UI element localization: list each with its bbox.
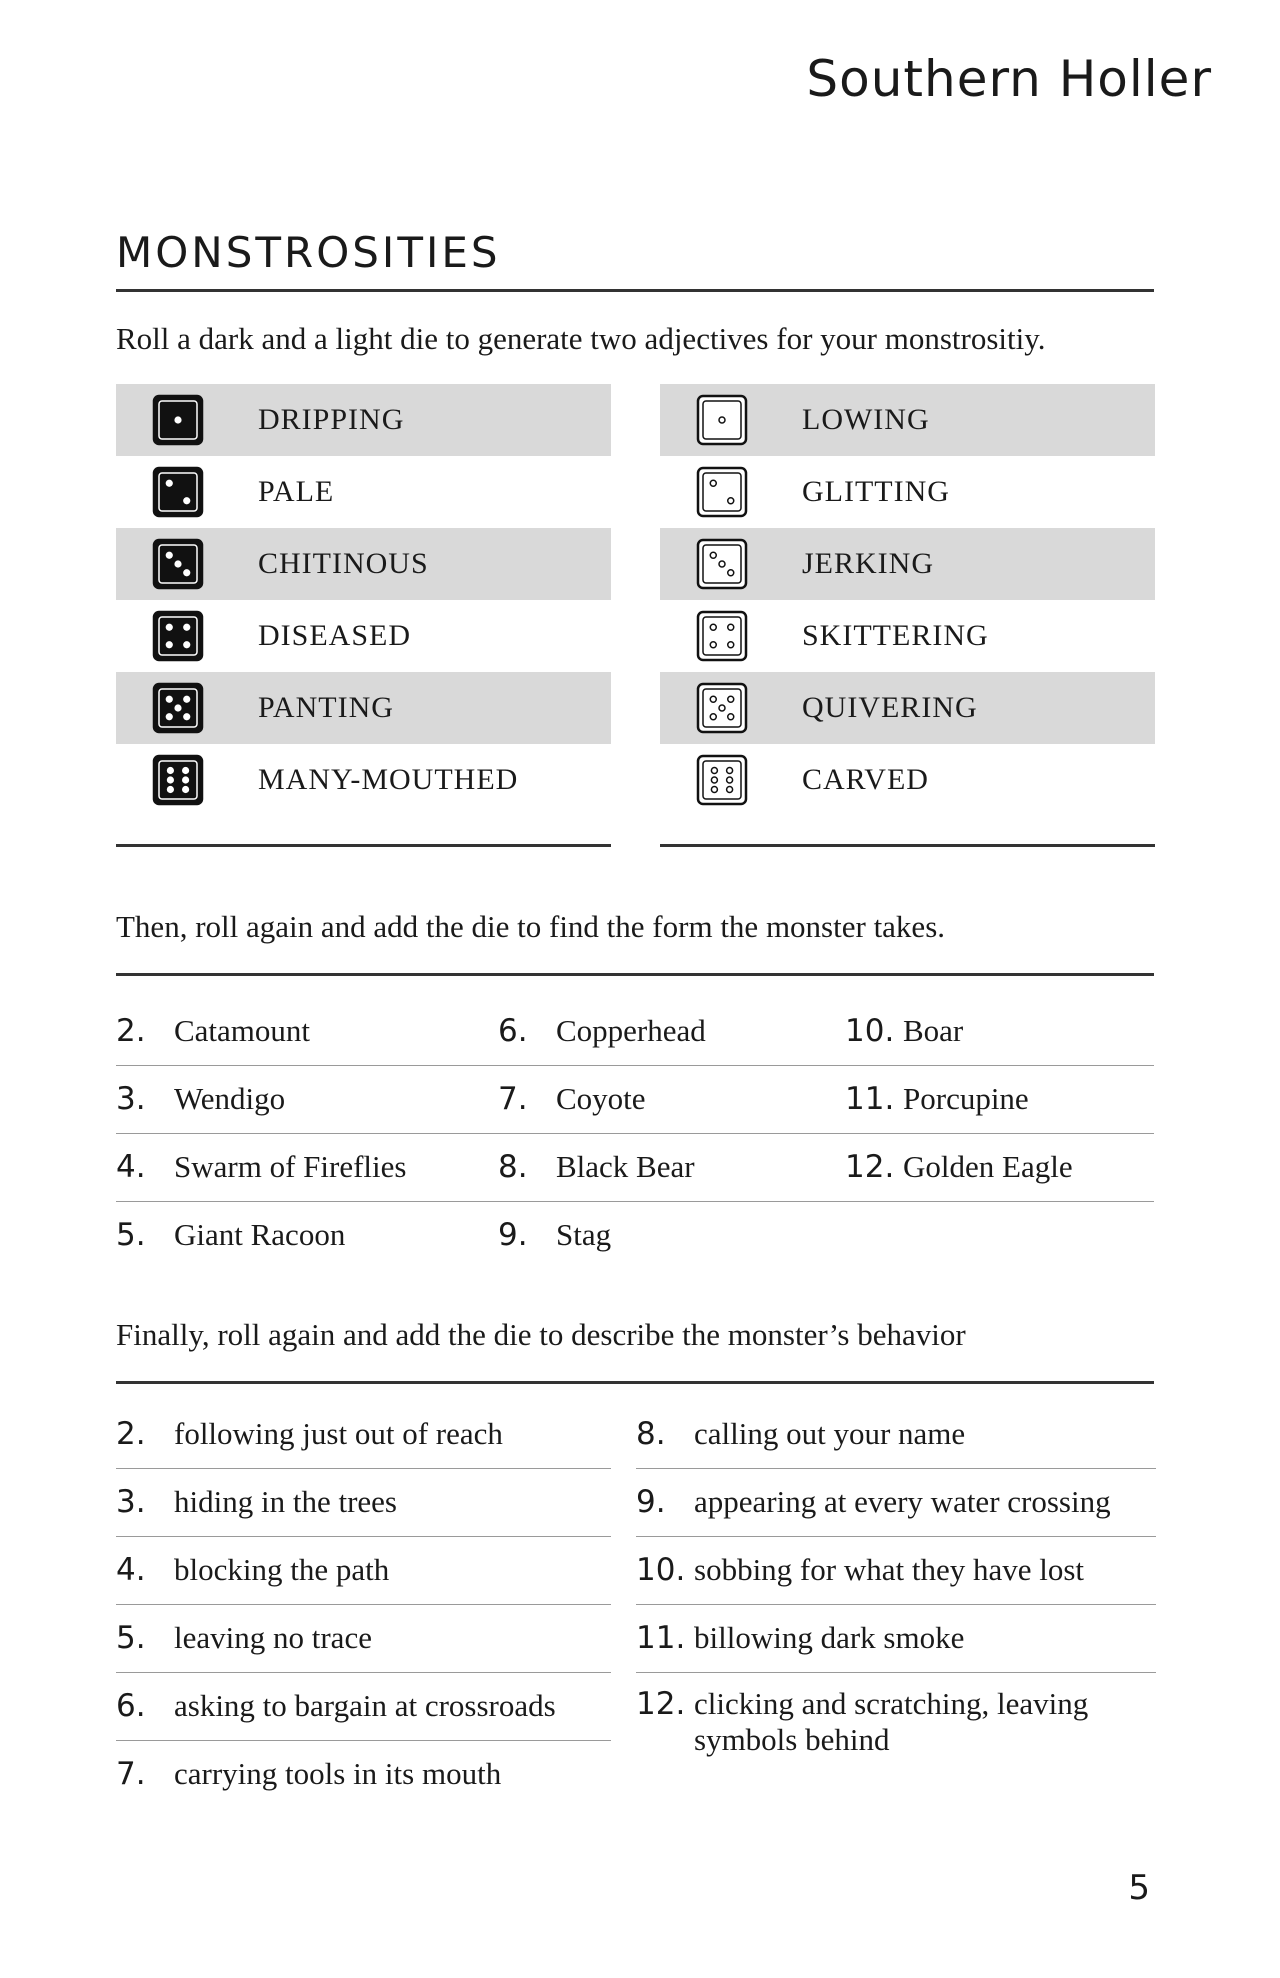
form-name: Swarm of Fireflies (174, 1149, 407, 1184)
light-die-label: LOWING (802, 403, 930, 436)
form-item (845, 1065, 1154, 1134)
behavior-item (636, 1604, 1156, 1673)
form-item (498, 1201, 845, 1269)
behavior-text: asking to bargain at crossroads (174, 1688, 556, 1723)
behavior-item (636, 1468, 1156, 1537)
light-die-label: SKITTERING (802, 619, 989, 652)
behavior-number: 10. (636, 1552, 686, 1588)
behavior-text: billowing dark smoke (694, 1620, 965, 1655)
form-name: Stag (556, 1217, 612, 1252)
behavior-text: hiding in the trees (174, 1484, 397, 1519)
dark-die-table-rule (116, 844, 611, 847)
dark-die-label: CHITINOUS (258, 547, 429, 580)
behavior-text: appearing at every water crossing (694, 1484, 1111, 1519)
light-die-row (660, 744, 1155, 816)
light-die-table-rule (660, 844, 1155, 847)
form-item (116, 1065, 498, 1134)
dark-die-face-5-icon (152, 682, 204, 734)
dark-die-row (116, 528, 611, 600)
dark-die-row (116, 456, 611, 528)
form-item (845, 1133, 1154, 1202)
dark-die-table (116, 384, 611, 816)
behavior-item (636, 1400, 1156, 1469)
behavior-number: 4. (116, 1552, 146, 1588)
book-title: Southern Holler (806, 50, 1212, 108)
form-number: 4. (116, 1149, 146, 1185)
page-number: 5 (1128, 1868, 1150, 1908)
light-die-label: GLITTING (802, 475, 950, 508)
behavior-number: 11. (636, 1620, 686, 1656)
dark-die-face-2-icon (152, 466, 204, 518)
behavior-number: 6. (116, 1688, 146, 1724)
behavior-number: 12. (636, 1686, 686, 1722)
behavior-text: carrying tools in its mouth (174, 1756, 502, 1791)
form-number: 2. (116, 1013, 146, 1049)
form-rule (116, 973, 1154, 976)
form-item (845, 997, 1154, 1066)
form-name: Wendigo (174, 1081, 286, 1116)
light-die-face-4-icon (696, 610, 748, 662)
dark-die-row (116, 384, 611, 456)
form-number: 8. (498, 1149, 528, 1185)
light-die-face-1-icon (696, 394, 748, 446)
behavior-number: 5. (116, 1620, 146, 1656)
dark-die-label: MANY-MOUTHED (258, 763, 519, 796)
behavior-text: leaving no trace (174, 1620, 372, 1655)
light-die-face-2-icon (696, 466, 748, 518)
form-number: 9. (498, 1217, 528, 1253)
dark-die-face-1-icon (152, 394, 204, 446)
light-die-label: JERKING (802, 547, 934, 580)
form-name: Giant Racoon (174, 1217, 346, 1252)
behavior-item (116, 1672, 611, 1741)
light-die-label: CARVED (802, 763, 929, 796)
form-item (498, 1065, 845, 1134)
form-name: Black Bear (556, 1149, 695, 1184)
form-item (498, 997, 845, 1066)
form-number: 12. (845, 1149, 895, 1185)
light-die-table (660, 384, 1155, 816)
form-name: Porcupine (903, 1081, 1029, 1116)
form-text: Then, roll again and add the die to find the form the monster takes. (116, 909, 946, 944)
dark-die-row (116, 600, 611, 672)
dark-die-label: DISEASED (258, 619, 412, 652)
behavior-item (636, 1672, 1156, 1772)
behavior-text: clicking and scratching, leaving symbols behind (694, 1686, 1089, 1757)
light-die-row (660, 384, 1155, 456)
dark-die-face-3-icon (152, 538, 204, 590)
dark-die-face-4-icon (152, 610, 204, 662)
light-die-face-6-icon (696, 754, 748, 806)
form-item (116, 1201, 498, 1269)
behavior-text: sobbing for what they have lost (694, 1552, 1085, 1587)
light-die-row (660, 600, 1155, 672)
light-die-face-5-icon (696, 682, 748, 734)
form-name: Coyote (556, 1081, 646, 1116)
form-number: 11. (845, 1081, 895, 1117)
dark-die-row (116, 744, 611, 816)
light-die-label: QUIVERING (802, 691, 978, 724)
form-name: Copperhead (556, 1013, 706, 1048)
behavior-item (116, 1468, 611, 1537)
light-die-row (660, 528, 1155, 600)
behavior-rule (116, 1381, 1154, 1384)
behavior-item (116, 1604, 611, 1673)
dark-die-label: PALE (258, 475, 335, 508)
behavior-item (636, 1536, 1156, 1605)
section-title: MONSTROSITIES (116, 228, 501, 277)
behavior-text: blocking the path (174, 1552, 390, 1587)
form-name: Boar (903, 1013, 964, 1048)
form-number: 10. (845, 1013, 895, 1049)
behavior-number: 9. (636, 1484, 666, 1520)
light-die-face-3-icon (696, 538, 748, 590)
form-item (498, 1133, 845, 1202)
light-die-row (660, 672, 1155, 744)
light-die-row (660, 456, 1155, 528)
behavior-text: Finally, roll again and add the die to describe the monster’s behavior (116, 1317, 966, 1352)
behavior-item (116, 1400, 611, 1469)
behavior-number: 7. (116, 1756, 146, 1792)
form-number: 5. (116, 1217, 146, 1253)
form-name: Catamount (174, 1013, 311, 1048)
form-item (116, 1133, 498, 1202)
behavior-number: 2. (116, 1416, 146, 1452)
form-number: 7. (498, 1081, 528, 1117)
behavior-number: 8. (636, 1416, 666, 1452)
form-item (116, 997, 498, 1066)
dark-die-label: PANTING (258, 691, 394, 724)
form-name: Golden Eagle (903, 1149, 1073, 1184)
behavior-item (116, 1536, 611, 1605)
form-number: 3. (116, 1081, 146, 1117)
dark-die-row (116, 672, 611, 744)
behavior-item (116, 1740, 611, 1808)
dark-die-face-6-icon (152, 754, 204, 806)
intro-text: Roll a dark and a light die to generate two adjectives for your monstrositiy. (116, 321, 1046, 356)
behavior-text: calling out your name (694, 1416, 966, 1451)
behavior-number: 3. (116, 1484, 146, 1520)
section-title-rule (116, 289, 1154, 292)
form-number: 6. (498, 1013, 528, 1049)
dark-die-label: DRIPPING (258, 403, 405, 436)
behavior-text: following just out of reach (174, 1416, 503, 1451)
